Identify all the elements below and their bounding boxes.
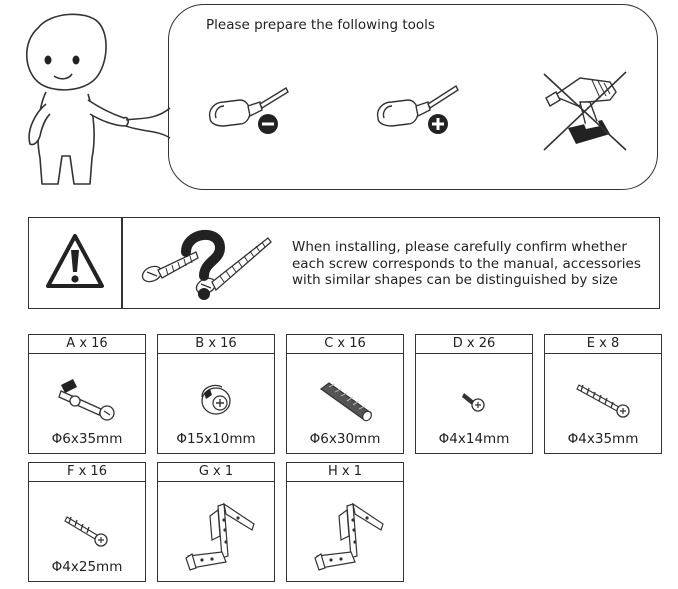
part-size: Φ4x25mm [51, 559, 123, 575]
part-card-b [157, 334, 275, 454]
warning-divider [121, 217, 123, 309]
part-label: B x 16 [158, 335, 274, 354]
screws-question-mark-icon [134, 222, 284, 306]
medium-screw-icon [29, 485, 144, 555]
tools-prompt: Please prepare the following tools [206, 17, 435, 33]
phillips-screwdriver-icon [372, 78, 464, 140]
cam-lock-nut-icon [158, 357, 273, 427]
drawer-slide-bracket-icon [158, 485, 273, 577]
part-label: G x 1 [158, 463, 274, 482]
part-card-a [28, 334, 146, 454]
part-card-e [544, 334, 662, 454]
cam-bolt-icon [29, 357, 144, 427]
part-size: Φ4x35mm [567, 431, 639, 447]
part-label: C x 16 [287, 335, 403, 354]
part-size: Φ6x35mm [51, 431, 123, 447]
long-screw-icon [545, 357, 660, 427]
part-size: Φ15x10mm [176, 431, 256, 447]
part-size: Φ6x30mm [309, 431, 381, 447]
drawer-slide-bracket-icon [287, 485, 402, 577]
part-label: F x 16 [29, 463, 145, 482]
mascot-illustration [8, 8, 178, 193]
part-card-d [415, 334, 533, 454]
part-card-g [157, 462, 275, 582]
flat-screwdriver-icon [202, 78, 294, 140]
warning-text: When installing, please carefully confirm whether each screw corresponds to the manual, accessories with similar shapes can be distinguished by size [292, 239, 641, 288]
part-label: H x 1 [287, 463, 403, 482]
short-screw-icon [416, 357, 531, 427]
warning-triangle-icon [44, 232, 106, 292]
part-size: Φ4x14mm [438, 431, 510, 447]
wooden-dowel-icon [287, 357, 402, 427]
part-label: D x 26 [416, 335, 532, 354]
part-label: E x 8 [545, 335, 661, 354]
part-card-f [28, 462, 146, 582]
part-label: A x 16 [29, 335, 145, 354]
crossed-out-drill-icon [540, 66, 632, 156]
part-card-h [286, 462, 404, 582]
part-card-c [286, 334, 404, 454]
